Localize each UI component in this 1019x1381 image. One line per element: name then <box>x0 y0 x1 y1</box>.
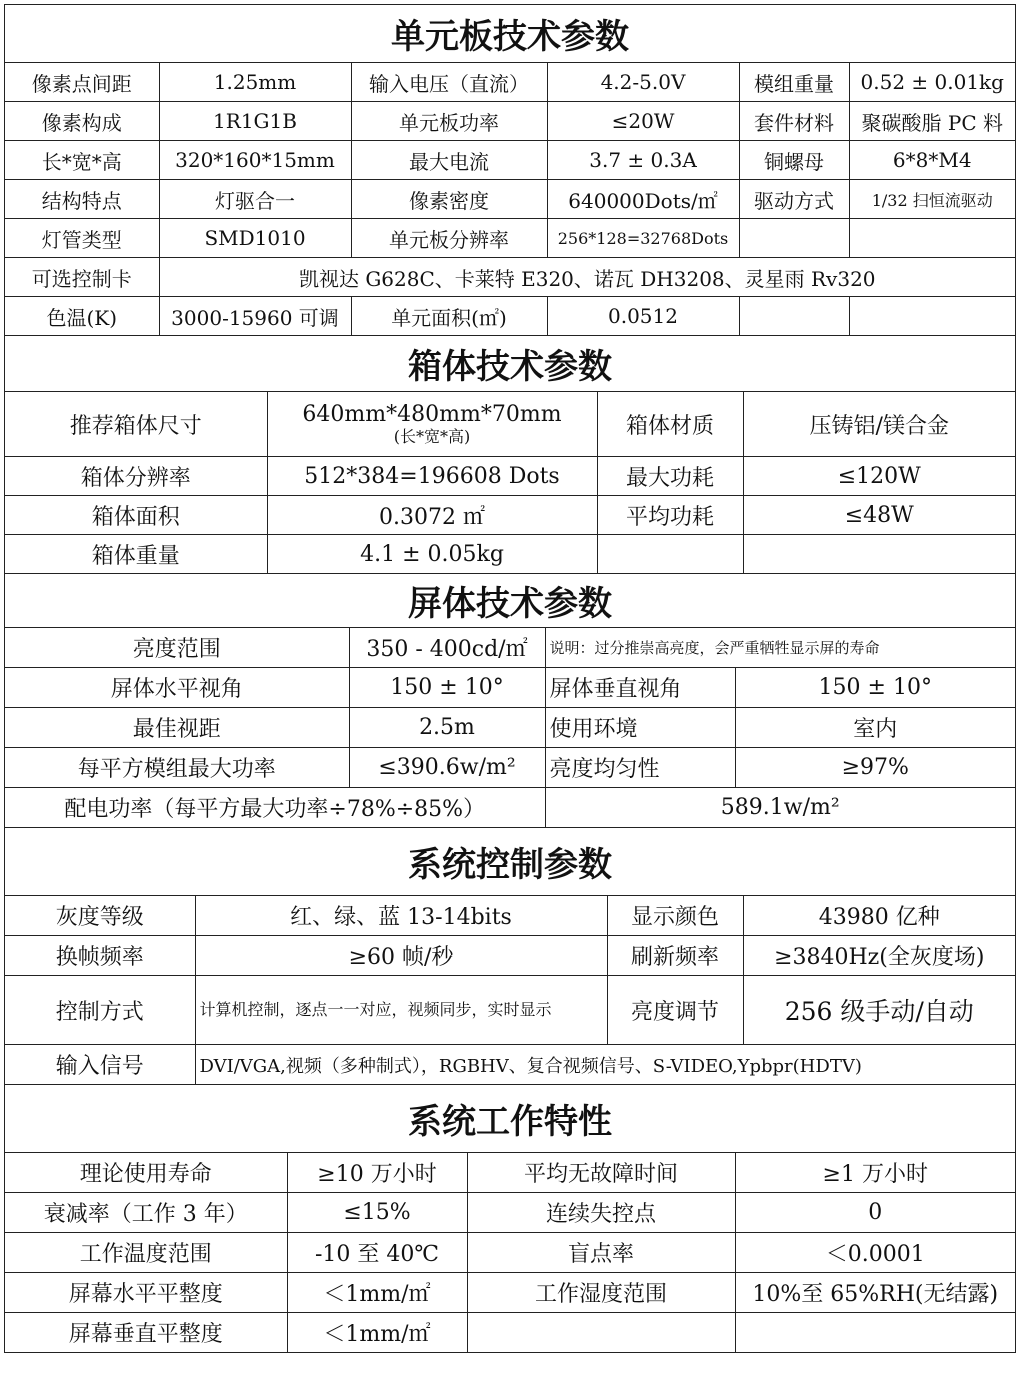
work-characteristics-table <box>5 1153 1015 1353</box>
table-cell: 平均无故障时间 <box>467 1153 735 1193</box>
table-cell: 工作湿度范围 <box>467 1273 735 1313</box>
table-cell: 3.7 ± 0.3A <box>547 141 739 180</box>
table-row <box>5 668 1015 708</box>
table-cell: 箱体材质 <box>597 392 743 457</box>
table-cell: 压铸铝/镁合金 <box>743 392 1015 457</box>
table-cell: 工作温度范围 <box>5 1233 287 1273</box>
table-cell: 单元板分辨率 <box>351 219 547 258</box>
table-row <box>5 457 1015 496</box>
table-cell: 灯驱合一 <box>159 180 351 219</box>
table-cell: 43980 亿种 <box>743 896 1015 936</box>
table-row <box>5 496 1015 535</box>
table-cell: 显示颜色 <box>607 896 743 936</box>
table-row <box>5 1193 1015 1233</box>
section-title: 系统控制参数 <box>5 828 1015 896</box>
section-title: 单元板技术参数 <box>5 5 1015 63</box>
table-cell: ≤15% <box>287 1193 467 1233</box>
table-cell <box>739 219 849 258</box>
table-cell: ≥10 万小时 <box>287 1153 467 1193</box>
table-row <box>5 180 1015 219</box>
table-cell: 红、绿、蓝 13-14bits <box>195 896 607 936</box>
table-cell: 输入信号 <box>5 1045 195 1085</box>
table-row <box>5 1153 1015 1193</box>
table-cell: 亮度调节 <box>607 976 743 1045</box>
table-cell <box>739 297 849 336</box>
table-cell: 输入电压（直流） <box>351 63 547 102</box>
table-cell: ＜0.0001 <box>735 1233 1015 1273</box>
table-cell: 灯管类型 <box>5 219 159 258</box>
table-cell: 屏体垂直视角 <box>545 668 735 708</box>
table-cell <box>597 535 743 574</box>
table-cell: ≥1 万小时 <box>735 1153 1015 1193</box>
table-cell: 理论使用寿命 <box>5 1153 287 1193</box>
table-cell: 0 <box>735 1193 1015 1233</box>
table-cell: ≤390.6w/m² <box>349 748 545 788</box>
table-cell: 可选控制卡 <box>5 258 159 297</box>
table-row <box>5 297 1015 336</box>
table-row <box>5 976 1015 1045</box>
table-cell: 0.0512 <box>547 297 739 336</box>
table-cell: 1/32 扫恒流驱动 <box>849 180 1015 219</box>
table-cell: 模组重量 <box>739 63 849 102</box>
table-cell: ≤48W <box>743 496 1015 535</box>
spec-sheet <box>4 4 1016 1353</box>
table-cell: 10%至 65%RH(无结露) <box>735 1273 1015 1313</box>
system-control-table <box>5 896 1015 1085</box>
table-cell: ＜1mm/㎡ <box>287 1273 467 1313</box>
size-value: 640mm*480mm*70mm <box>302 401 562 427</box>
table-cell: ＜1mm/㎡ <box>287 1313 467 1353</box>
table-row <box>5 63 1015 102</box>
table-cell <box>743 535 1015 574</box>
table-cell: 色温(K) <box>5 297 159 336</box>
table-row <box>5 936 1015 976</box>
table-cell: 最大功耗 <box>597 457 743 496</box>
table-cell: 最大电流 <box>351 141 547 180</box>
table-cell: 2.5m <box>349 708 545 748</box>
table-cell: 单元板功率 <box>351 102 547 141</box>
table-cell: 350 - 400cd/㎡ <box>349 628 545 668</box>
screen-table <box>5 628 1015 828</box>
table-cell: SMD1010 <box>159 219 351 258</box>
work-characteristics-section <box>5 1085 1015 1353</box>
table-cell: 256 级手动/自动 <box>743 976 1015 1045</box>
table-cell: DVI/VGA,视频（多种制式），RGBHV、复合视频信号、S-VIDEO,Ypbpr(HDTV) <box>195 1045 1015 1085</box>
table-cell: 4.2-5.0V <box>547 63 739 102</box>
table-cell: 6*8*M4 <box>849 141 1015 180</box>
table-cell: 驱动方式 <box>739 180 849 219</box>
table-cell: 连续失控点 <box>467 1193 735 1233</box>
table-row <box>5 788 1015 828</box>
cabinet-section <box>5 336 1015 574</box>
table-cell: 150 ± 10° <box>349 668 545 708</box>
table-cell: 亮度范围 <box>5 628 349 668</box>
table-cell <box>267 392 597 457</box>
table-cell: 像素构成 <box>5 102 159 141</box>
table-cell: 灰度等级 <box>5 896 195 936</box>
table-cell: 聚碳酸脂 PC 料 <box>849 102 1015 141</box>
table-row <box>5 1273 1015 1313</box>
table-row <box>5 1233 1015 1273</box>
table-cell: 结构特点 <box>5 180 159 219</box>
table-cell: 盲点率 <box>467 1233 735 1273</box>
system-control-section <box>5 828 1015 1085</box>
table-cell <box>849 297 1015 336</box>
table-cell: 亮度均匀性 <box>545 748 735 788</box>
section-title: 箱体技术参数 <box>5 336 1015 392</box>
table-row <box>5 392 1015 457</box>
table-cell: 0.3072 ㎡ <box>267 496 597 535</box>
table-row <box>5 748 1015 788</box>
table-row <box>5 141 1015 180</box>
table-row <box>5 708 1015 748</box>
section-title: 系统工作特性 <box>5 1085 1015 1153</box>
table-row <box>5 102 1015 141</box>
table-cell: 说明：过分推崇高亮度，会严重牺牲显示屏的寿命 <box>545 628 1015 668</box>
table-cell: 长*宽*高 <box>5 141 159 180</box>
table-cell <box>849 219 1015 258</box>
table-row <box>5 628 1015 668</box>
table-cell: 256*128=32768Dots <box>547 219 739 258</box>
table-cell: 箱体重量 <box>5 535 267 574</box>
table-cell: -10 至 40℃ <box>287 1233 467 1273</box>
table-cell: ≤120W <box>743 457 1015 496</box>
table-cell: 室内 <box>735 708 1015 748</box>
table-cell: ≥60 帧/秒 <box>195 936 607 976</box>
table-row <box>5 1313 1015 1353</box>
table-cell <box>735 1313 1015 1353</box>
table-cell: ≥97% <box>735 748 1015 788</box>
table-cell: 640000Dots/㎡ <box>547 180 739 219</box>
table-cell: 屏幕水平平整度 <box>5 1273 287 1313</box>
table-cell: 像素点间距 <box>5 63 159 102</box>
table-cell: 4.1 ± 0.05kg <box>267 535 597 574</box>
table-row <box>5 219 1015 258</box>
table-cell: 换帧频率 <box>5 936 195 976</box>
size-note: (长*宽*高) <box>393 426 471 446</box>
screen-section <box>5 574 1015 828</box>
table-cell: 像素密度 <box>351 180 547 219</box>
table-cell: 屏体水平视角 <box>5 668 349 708</box>
table-row <box>5 1045 1015 1085</box>
table-cell: 套件材料 <box>739 102 849 141</box>
table-cell: 1.25mm <box>159 63 351 102</box>
unit-board-table <box>5 63 1015 336</box>
table-cell: 衰减率（工作 3 年） <box>5 1193 287 1233</box>
table-cell: 最佳视距 <box>5 708 349 748</box>
table-cell: 150 ± 10° <box>735 668 1015 708</box>
table-cell: 平均功耗 <box>597 496 743 535</box>
table-cell: 屏幕垂直平整度 <box>5 1313 287 1353</box>
table-cell: 3000-15960 可调 <box>159 297 351 336</box>
table-cell: 凯视达 G628C、卡莱特 E320、诺瓦 DH3208、灵星雨 Rv320 <box>159 258 1015 297</box>
table-cell: 箱体面积 <box>5 496 267 535</box>
table-cell <box>467 1313 735 1353</box>
table-cell: 320*160*15mm <box>159 141 351 180</box>
table-cell: 计算机控制，逐点一一对应，视频同步，实时显示 <box>195 976 607 1045</box>
unit-board-section <box>5 5 1015 336</box>
table-cell: 箱体分辨率 <box>5 457 267 496</box>
table-cell: 1R1G1B <box>159 102 351 141</box>
table-row <box>5 535 1015 574</box>
table-cell: 推荐箱体尺寸 <box>5 392 267 457</box>
table-cell: 配电功率（每平方最大功率÷78%÷85%） <box>5 788 545 828</box>
table-cell: ≥3840Hz(全灰度场) <box>743 936 1015 976</box>
table-cell: 0.52 ± 0.01kg <box>849 63 1015 102</box>
table-cell: 控制方式 <box>5 976 195 1045</box>
cabinet-table <box>5 392 1015 574</box>
table-cell: 使用环境 <box>545 708 735 748</box>
table-row <box>5 258 1015 297</box>
table-cell: 单元面积(㎡) <box>351 297 547 336</box>
table-cell: 512*384=196608 Dots <box>267 457 597 496</box>
table-cell: 刷新频率 <box>607 936 743 976</box>
table-cell: 每平方模组最大功率 <box>5 748 349 788</box>
table-row <box>5 896 1015 936</box>
table-cell: ≤20W <box>547 102 739 141</box>
section-title: 屏体技术参数 <box>5 574 1015 628</box>
table-cell: 589.1w/m² <box>545 788 1015 828</box>
table-cell: 铜螺母 <box>739 141 849 180</box>
